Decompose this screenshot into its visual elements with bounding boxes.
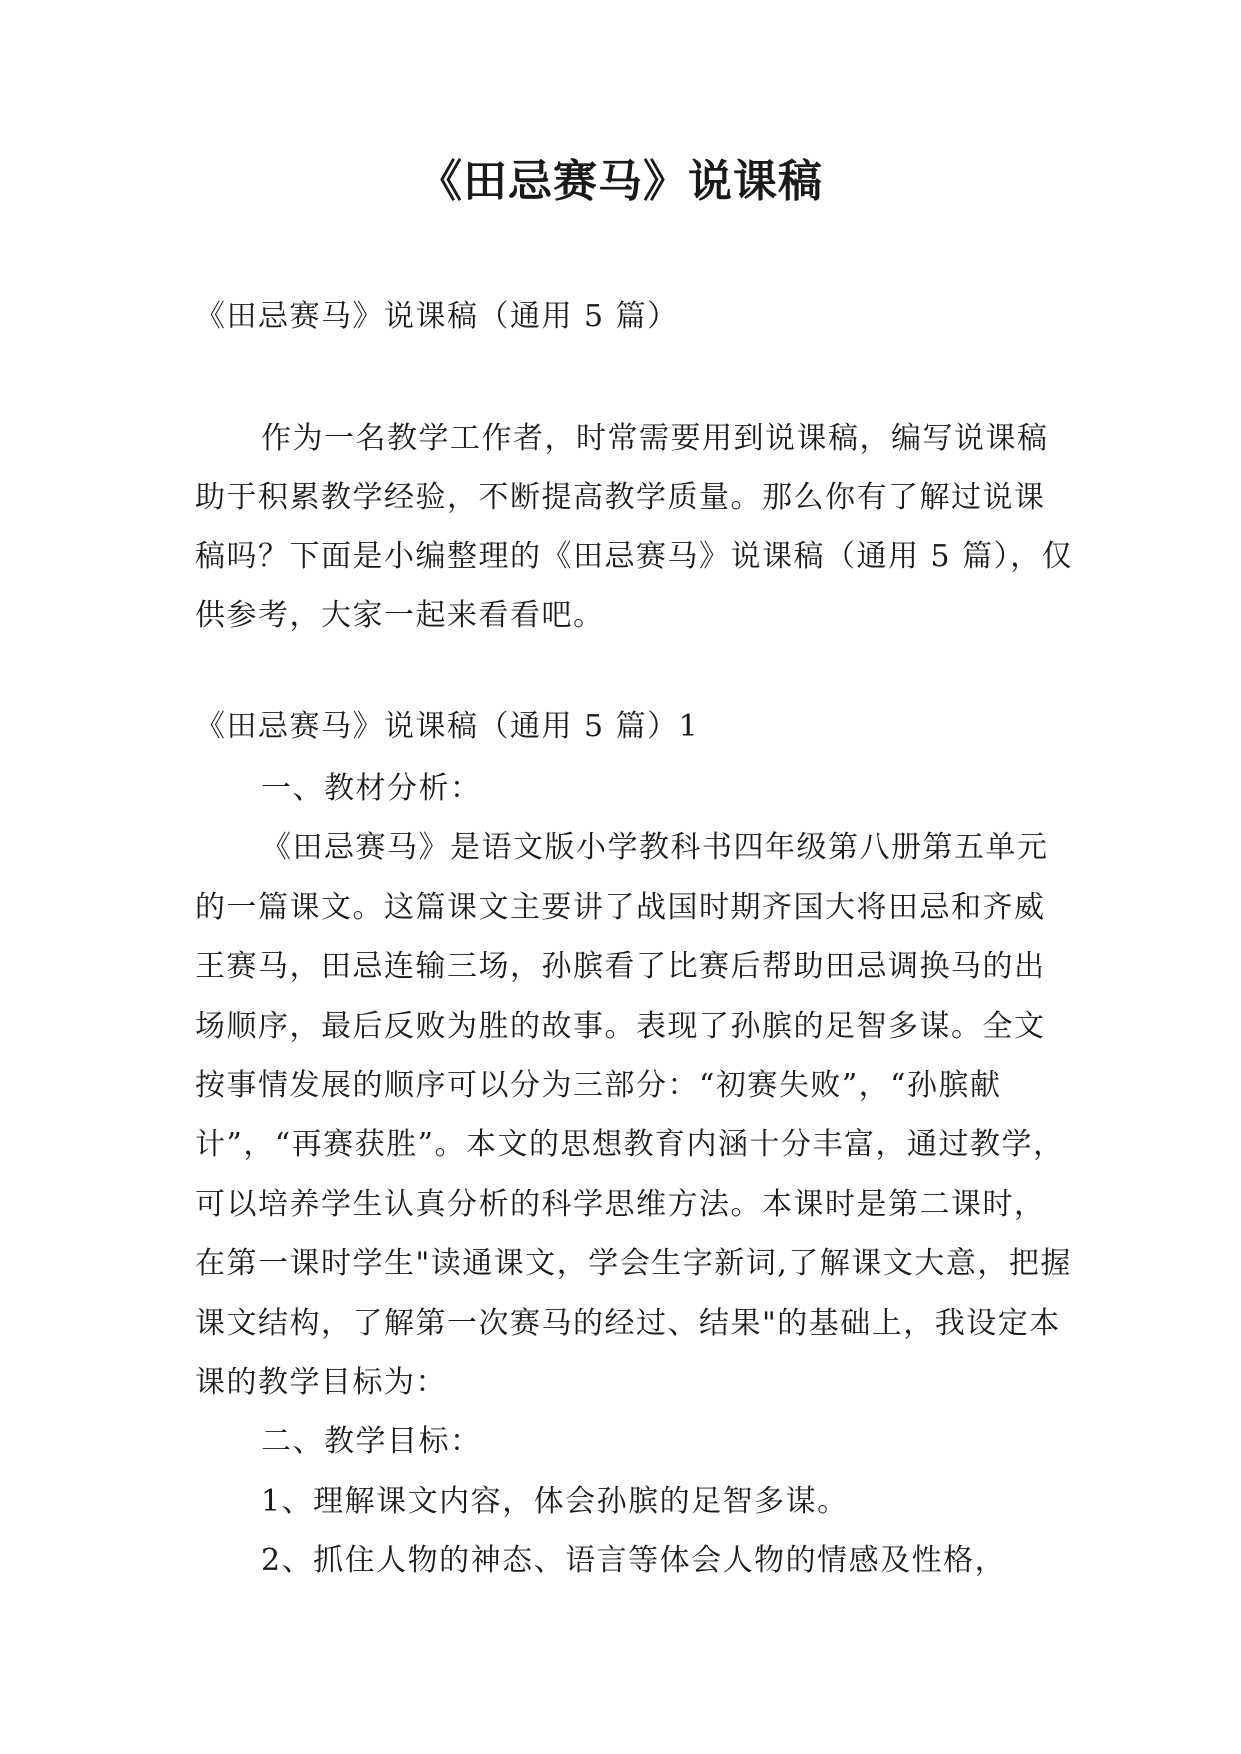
document-subtitle: 《田忌赛马》说课稿（通用 5 篇）	[195, 299, 679, 334]
heading-textbook-analysis: 一、教材分析：	[261, 771, 482, 806]
goal-item-1: 1、理解课文内容，体会孙膑的足智多谋。	[261, 1483, 849, 1519]
section-heading: 《田忌赛马》说课稿（通用 5 篇）1	[195, 709, 700, 744]
intro-paragraph: 作为一名教学工作者，时常需要用到说课稿，编写说课稿助于积累教学经验，不断提高教学质量。那么你有了解过说课稿吗？下面是小编整理的《田忌赛马》说课稿（通用 5 篇），仅供参考，大家一起来看看吧。	[195, 421, 1074, 633]
section-content	[195, 759, 1075, 1591]
heading-teaching-goals: 二、教学目标：	[261, 1424, 482, 1460]
paragraph-textbook-analysis: 《田忌赛马》是语文版小学教科书四年级第八册第五单元的一篇课文。这篇课文主要讲了战国时期齐国大将田忌和齐威王赛马，田忌连输三场，孙膑看了比赛后帮助田忌调换马的出场顺序，最后反败为胜的故事。表现了孙膑的足智多谋。全文按事情发展的顺序可以分为三部分：“初赛失败”，“孙膑献计”，“再赛获胜”。本文的思想教育内涵十分丰富，通过教学，可以培养学生认真分析的科学思维方法。本课时是第二课时，在第一课时学生"读通课文，学会生字新词,了解课文大意，把握课文结构，了解第一次赛马的经过、结果"的基础上，我设定本课的教学目标为：	[195, 830, 1072, 1401]
goal-item-2: 2、抓住人物的神态、语言等体会人物的情感及性格，	[261, 1543, 1007, 1579]
document-title: 《田忌赛马》说课稿	[418, 156, 823, 207]
